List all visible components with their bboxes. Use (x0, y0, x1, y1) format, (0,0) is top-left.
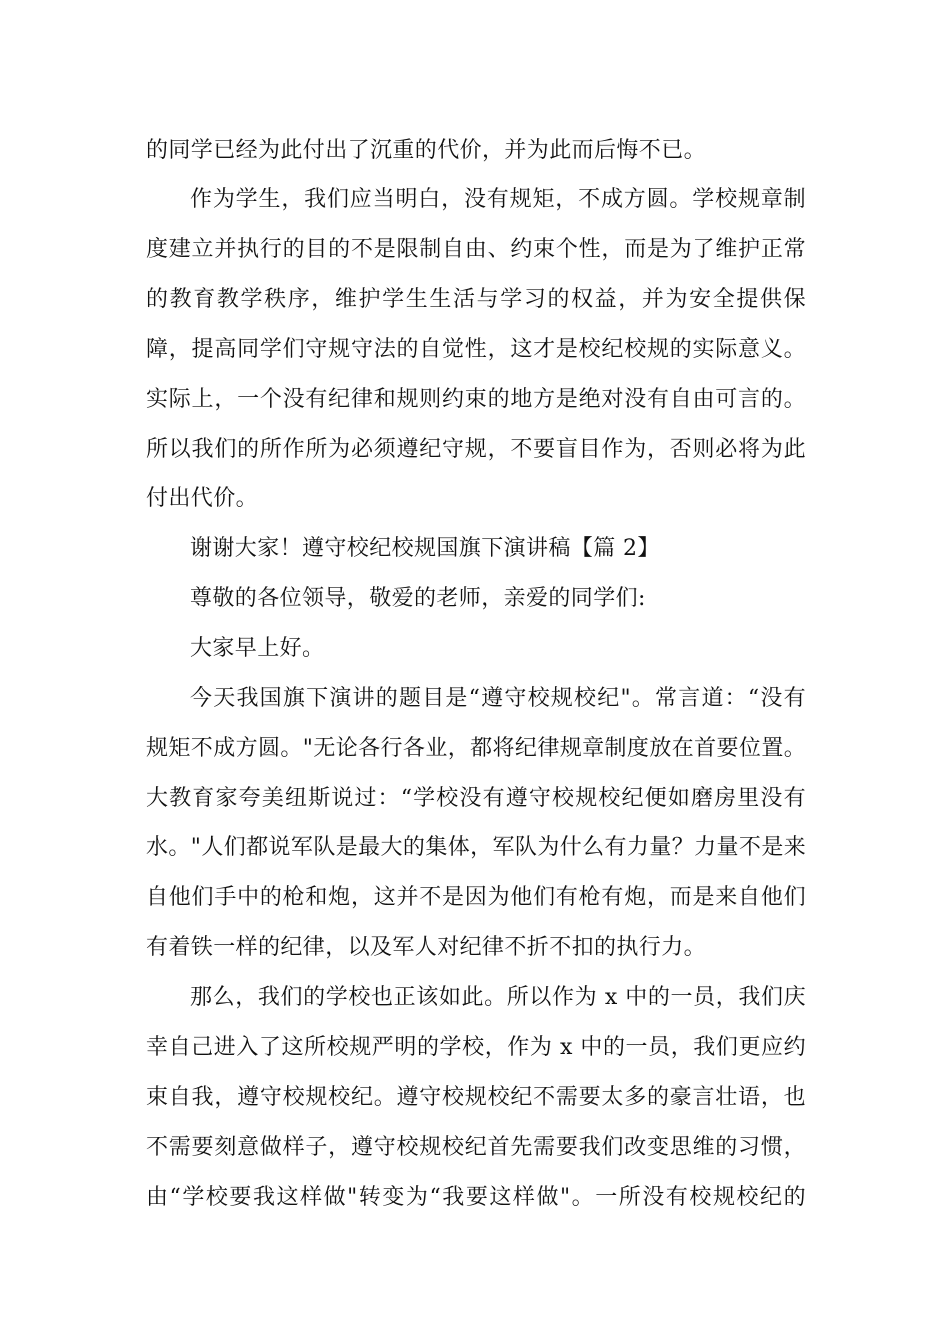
text-line: 度建立并执行的目的不是限制自由、约束个性，而是为了维护正常 (146, 237, 806, 262)
text-line: 障，提高同学们守规守法的自觉性，这才是校纪校规的实际意义。 (146, 337, 806, 362)
text-line: 不需要刻意做样子，遵守校规校纪首先需要我们改变思维的习惯， (146, 1135, 806, 1160)
text-line: 束自我，遵守校规校纪。遵守校规校纪不需要太多的豪言壮语，也 (146, 1085, 806, 1110)
text-line: 的同学已经为此付出了沉重的代价，并为此而后悔不已。 (146, 138, 707, 163)
text-line: 作为学生，我们应当明白，没有规矩，不成方圆。学校规章制 (190, 187, 806, 212)
text-line: 有着铁一样的纪律，以及军人对纪律不折不扣的执行力。 (146, 935, 707, 960)
text-line: 那么，我们的学校也正该如此。所以作为 x 中的一员，我们庆 (190, 985, 806, 1010)
text-line: 由“学校要我这样做"转变为“我要这样做"。一所没有校规校纪的 (146, 1185, 806, 1210)
text-line: 大教育家夸美纽斯说过：“学校没有遵守校规校纪便如磨房里没有 (146, 786, 806, 811)
section-heading: 谢谢大家！遵守校纪校规国旗下演讲稿【篇 2】 (190, 536, 660, 561)
salutation: 尊敬的各位领导，敬爱的老师，亲爱的同学们: (190, 586, 646, 611)
text-line: 自他们手中的枪和炮，这并不是因为他们有枪有炮，而是来自他们 (146, 885, 806, 910)
text-line: 水。"人们都说军队是最大的集体，军队为什么有力量？力量不是来 (146, 835, 807, 860)
text-line: 付出代价。 (146, 486, 259, 511)
greeting: 大家早上好。 (190, 636, 325, 661)
text-line: 规矩不成方圆。"无论各行各业，都将纪律规章制度放在首要位置。 (146, 736, 807, 761)
text-line: 今天我国旗下演讲的题目是“遵守校规校纪"。常言道：“没有 (190, 686, 806, 711)
text-line: 所以我们的所作所为必须遵纪守规，不要盲目作为，否则必将为此 (146, 437, 806, 462)
text-line: 幸自己进入了这所校规严明的学校，作为 x 中的一员，我们更应约 (146, 1035, 806, 1060)
text-line: 的教育教学秩序，维护学生生活与学习的权益，并为安全提供保 (146, 287, 806, 312)
text-line: 实际上，一个没有纪律和规则约束的地方是绝对没有自由可言的。 (146, 387, 806, 412)
